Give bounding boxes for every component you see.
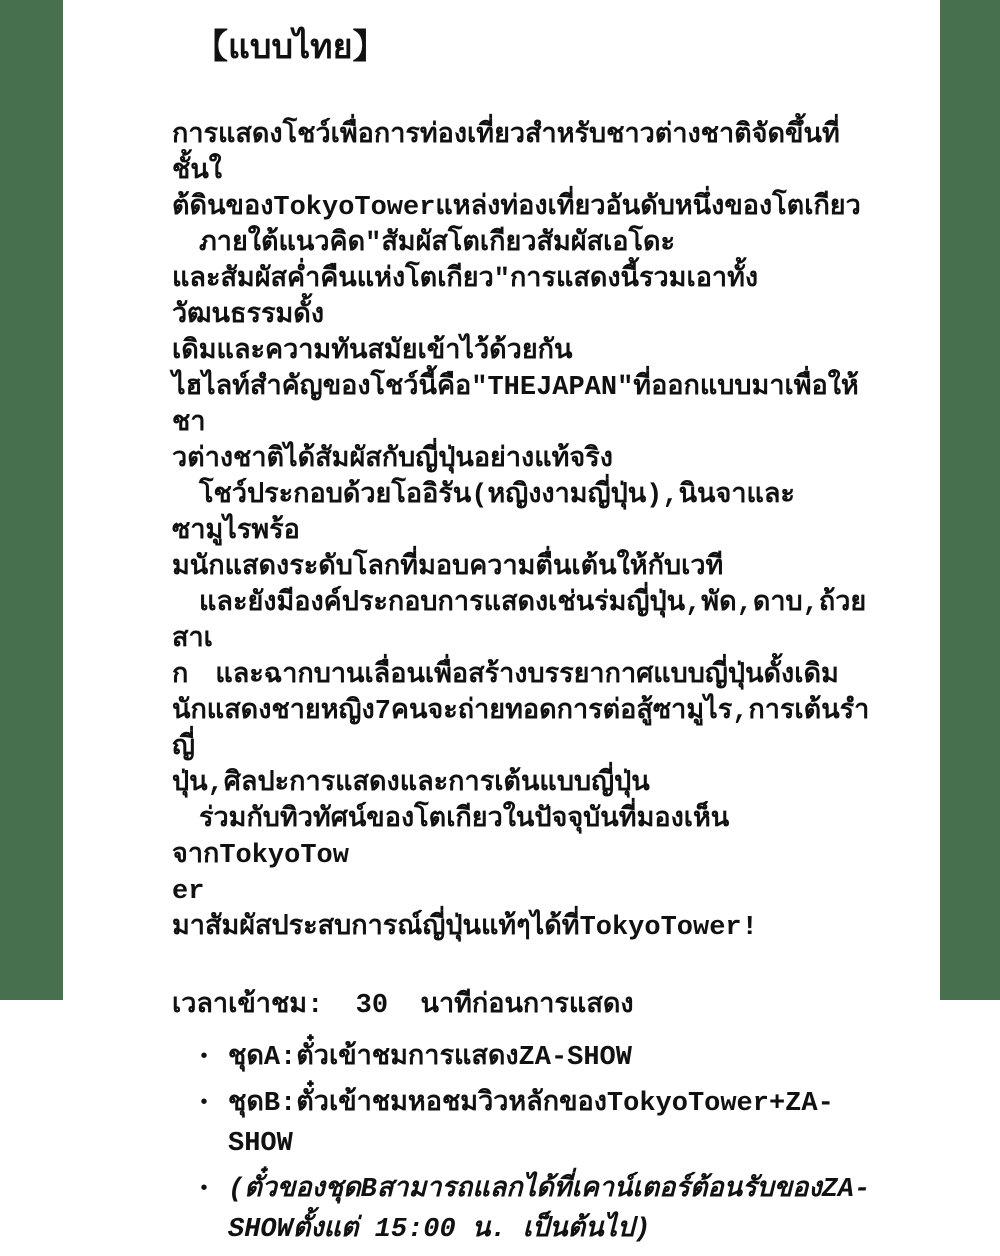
ticket-item-text — [228, 1038, 872, 1078]
bullet-icon: • — [198, 1046, 211, 1069]
admission-time-text: เวลาเข้าชม: 30 นาทีก่อนการแสดง — [172, 991, 634, 1021]
ticket-item-text — [228, 1084, 872, 1164]
text-line: ไฮไลท์สำคัญของโชว์นี้คือ"THEJAPAN"ที่ออกแบบมาเพื่อให้ชา — [172, 373, 859, 439]
text-line: มาสัมผัสประสบการณ์ญี่ปุ่นแท้ๆได้ที่TokyoTower! — [172, 913, 758, 943]
text-line: และยังมีองค์ประกอบการแสดงเช่นร่มญี่ปุ่น,พัด,ดาบ,ถ้วยสาเ — [172, 589, 867, 655]
bullet-icon: • — [198, 1092, 211, 1115]
text-line: วต่างชาติได้สัมผัสกับญี่ปุ่นอย่างแท้จริง — [172, 445, 613, 475]
text-line: SHOW — [228, 1129, 293, 1159]
text-line: นักแสดงชายหญิง7คนจะถ่ายทอดการต่อสู้ซามูไร,การเต้นรำญี่ — [172, 697, 870, 763]
right-margin-strip — [940, 0, 1000, 1000]
text-line: (ตั๋วของชุดBสามารถแลกได้ที่เคาน์เตอร์ต้อนรับของZA- — [228, 1175, 871, 1205]
left-margin-strip — [0, 0, 63, 1000]
ticket-note-item — [198, 1170, 872, 1250]
text-line: ชุดA:ตั๋วเข้าชมการแสดงZA-SHOW — [228, 1043, 632, 1073]
text-line: ก และฉากบานเลื่อนเพื่อสร้างบรรยากาศแบบญี่ปุ่นดั้งเดิม — [172, 661, 839, 691]
text-line: ต้ดินของTokyoTowerแหล่งท่องเที่ยวอันดับหนึ่งของโตเกียว — [172, 193, 861, 223]
text-line: เดิมและความทันสมัยเข้าไว้ด้วยกัน — [172, 337, 573, 367]
content-area — [172, 26, 872, 1256]
text-line: ชุดB:ตั๋วเข้าชมหอชมวิวหลักของTokyoTower+ZA- — [228, 1089, 834, 1119]
text-line: ภายใต้แนวคิด"สัมผัสโตเกียวสัมผัสเอโดะ — [172, 229, 676, 259]
text-line: โชว์ประกอบด้วยโออิรัน(หญิงงามญี่ปุ่น),นินจาและซามูไรพร้อ — [172, 481, 795, 547]
description-paragraph — [172, 118, 872, 946]
text-line: er — [172, 877, 205, 907]
text-line: การแสดงโชว์เพื่อการท่องเที่ยวสำหรับชาวต่างชาติจัดขึ้นที่ชั้นใ — [172, 121, 840, 187]
ticket-list — [198, 1038, 872, 1250]
ticket-item-a — [198, 1038, 872, 1078]
text-line: SHOWตั้งแต่ 15:00 น. เป็นต้นไป) — [228, 1215, 651, 1245]
text-line: มนักแสดงระดับโลกที่มอบความตื่นเต้นให้กับเวที — [172, 553, 724, 583]
text-line: ร่วมกับทิวทัศน์ของโตเกียวในปัจจุบันที่มองเห็นจากTokyoTow — [172, 805, 730, 871]
ticket-item-b — [198, 1084, 872, 1164]
bullet-icon: • — [198, 1178, 211, 1201]
text-line: และสัมผัสค่ำคืนแห่งโตเกียว"การแสดงนี้รวมเอาทั้งวัฒนธรรมดั้ง — [172, 265, 759, 331]
text-line: ปุ่น,ศิลปะการแสดงและการเต้นแบบญี่ปุ่น — [172, 769, 650, 799]
page-title: 【แบบไทย】 — [194, 31, 387, 69]
ticket-item-text — [228, 1170, 872, 1250]
